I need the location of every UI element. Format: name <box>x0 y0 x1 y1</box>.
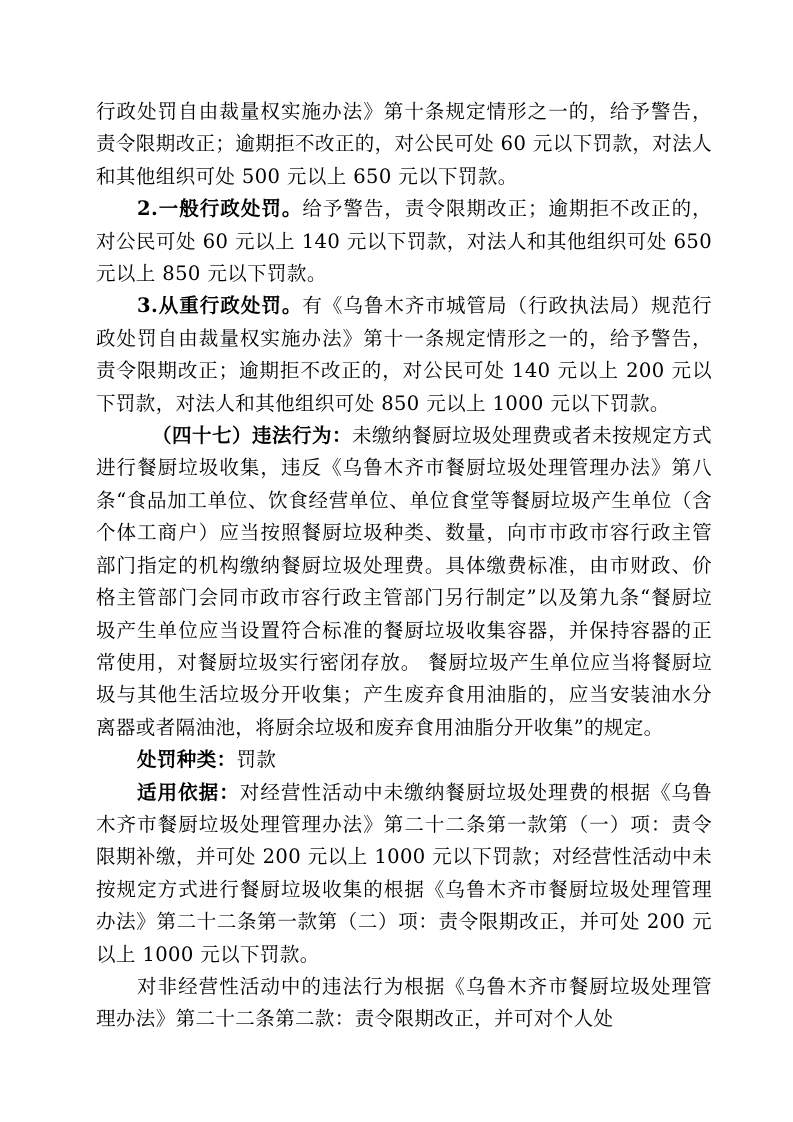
paragraph-lead: 适用依据： <box>137 780 240 804</box>
paragraph-lead: 处罚种类： <box>137 748 237 772</box>
paragraph-lead: （四十七）违法行为： <box>152 424 353 448</box>
paragraph <box>96 96 712 193</box>
paragraph <box>96 420 712 744</box>
document-page <box>96 96 712 1036</box>
paragraph <box>96 971 712 1036</box>
paragraph-text: 行政处罚自由裁量权实施办法》第十条规定情形之一的，给予警告，责令限期改正；逾期拒不改正的，对公民可处 60 元以下罚款，对法人和其他组织可处 500 元以上 650 元以下罚款。 <box>96 100 712 188</box>
paragraph-text: 对非经营性活动中的违法行为根据《乌鲁木齐市餐厨垃圾处理管理办法》第二十二条第二款：责令限期改正，并可对个人处 <box>96 974 712 1031</box>
paragraph-lead: 3.从重行政处罚。 <box>137 294 303 318</box>
paragraph-text: 罚款 <box>236 748 277 772</box>
paragraph-text: 有《乌鲁木齐市城管局（行政执法局）规范行政处罚自由裁量权实施办法》第十一条规定情形之一的，给予警告，责令限期改正；逾期拒不改正的，对公民可处 140 元以上 200 元以下罚款，对法人和其他组织可处 850 元以上 1000 元以下罚款。 <box>96 294 712 415</box>
paragraph-lead: 2.一般行政处罚。 <box>137 197 303 221</box>
paragraph <box>96 777 712 971</box>
paragraph <box>96 290 712 420</box>
paragraph <box>96 193 712 290</box>
paragraph-text: 未缴纳餐厨垃圾处理费或者未按规定方式进行餐厨垃圾收集，违反《乌鲁木齐市餐厨垃圾处理管理办法》第八条“食品加工单位、饮食经营单位、单位食堂等餐厨垃圾产生单位（含个体工商户）应当按照餐厨垃圾种类、数量，向市市政市容行政主管部门指定的机构缴纳餐厨垃圾处理费。具体缴费标准，由市财政、价格主管部门会同市政市容行政主管部门另行制定”以及第九条“餐厨垃圾产生单位应当设置符合标准的餐厨垃圾收集容器，并保持容器的正常使用，对餐厨垃圾实行密闭存放。 餐厨垃圾产生单位应当将餐厨垃圾与其他生活垃圾分开收集；产生废弃食用油脂的，应当安装油水分离器或者隔油池，将厨余垃圾和废弃食用油脂分开收集”的规定。 <box>96 424 712 739</box>
paragraph <box>96 744 712 776</box>
paragraph-text: 对经营性活动中未缴纳餐厨垃圾处理费的根据《乌鲁木齐市餐厨垃圾处理管理办法》第二十二条第一款第（一）项：责令限期补缴，并可处 200 元以上 1000 元以下罚款；对经营性活动中未按规定方式进行餐厨垃圾收集的根据《乌鲁木齐市餐厨垃圾处理管理办法》第二十二条第一款第（二）项：责令限期改正，并可处 200 元以上 1000 元以下罚款。 <box>96 780 712 966</box>
paragraph-text: 给予警告，责令限期改正；逾期拒不改正的，对公民可处 60 元以上 140 元以下罚款，对法人和其他组织可处 650 元以上 850 元以下罚款。 <box>96 197 712 286</box>
